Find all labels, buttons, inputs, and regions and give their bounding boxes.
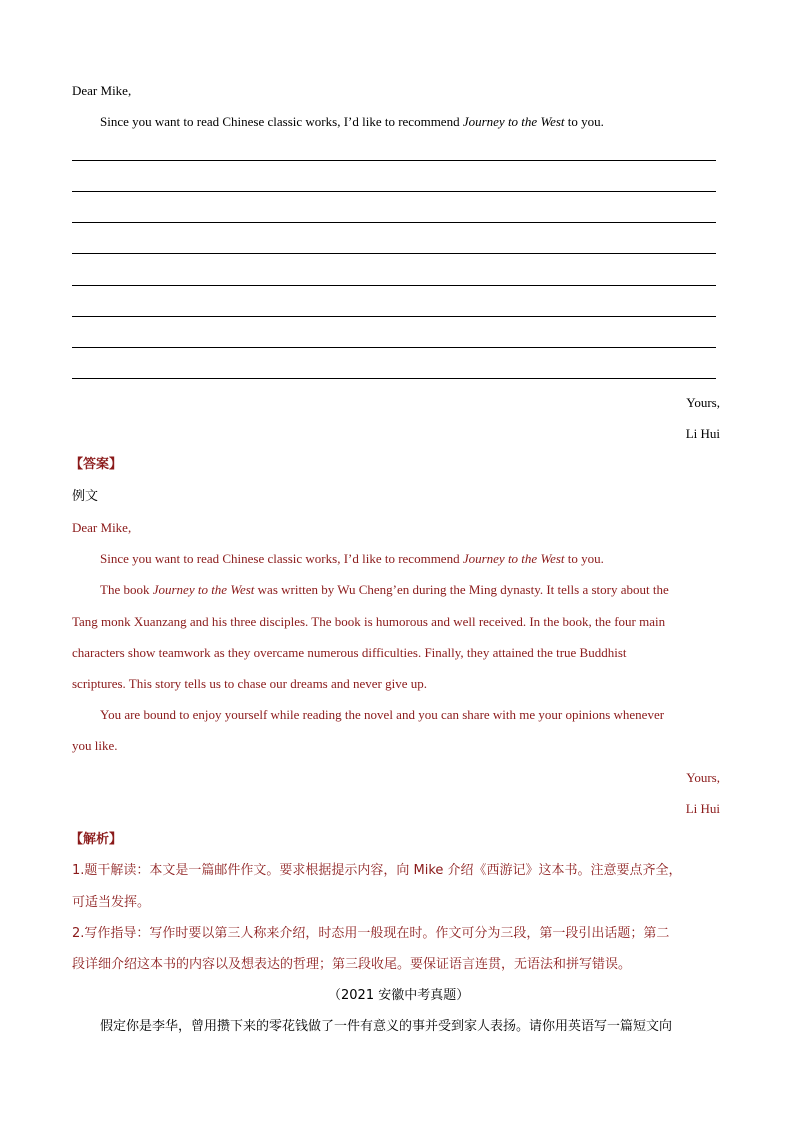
answer-p2-pre: The book	[100, 582, 153, 597]
answer-paragraph-1	[100, 550, 604, 568]
prompt-opening-pre: Since you want to read Chinese classic works, I’d like to recommend	[100, 114, 463, 129]
answer-greeting: Dear Mike,	[72, 520, 132, 535]
writing-line	[72, 222, 716, 223]
writing-line	[72, 160, 716, 161]
prompt-greeting: Dear Mike,	[72, 83, 132, 98]
writing-line	[72, 285, 716, 286]
answer-p2-book-title: Journey to the West	[152, 582, 255, 597]
analysis-item-1-line-2: 可适当发挥。	[72, 895, 151, 910]
writing-line	[72, 253, 716, 254]
analysis-item-2-line-2: 段详细介绍这本书的内容以及想表达的哲理；第三段收尾。要保证语言连贯，无语法和拼写错误。	[72, 957, 632, 972]
answer-p1-pre: Since you want to read Chinese classic works, I’d like to recommend	[100, 551, 463, 566]
writing-line	[72, 191, 716, 192]
writing-line	[72, 347, 716, 348]
analysis-item-1-line-1: 1.题干解读：本文是一篇邮件作文。要求根据提示内容，向 Mike 介绍《西游记》这本书。注意要点齐全，	[72, 863, 682, 878]
answer-paragraph-3-line-2: you like.	[72, 738, 118, 753]
writing-line	[72, 316, 716, 317]
answer-p1-book-title: Journey to the West	[462, 551, 565, 566]
answer-paragraph-3-line-1: You are bound to enjoy yourself while reading the novel and you can share with me your opinions whenever	[100, 707, 665, 722]
answer-paragraph-2-line-4: scriptures. This story tells us to chase our dreams and never give up.	[72, 676, 428, 691]
analysis-item-2-line-1: 2.写作指导：写作时要以第三人称来介绍，时态用一般现在时。作文可分为三段，第一段引出话题；第二	[72, 926, 670, 941]
answer-p2-post: was written by Wu Cheng’en during the Ming dynasty. It tells a story about the	[254, 582, 669, 597]
answer-paragraph-2-line-1	[100, 581, 669, 599]
prompt-closing: Yours,	[686, 395, 720, 410]
answer-closing: Yours,	[686, 770, 720, 785]
answer-heading: 【答案】	[70, 457, 123, 472]
analysis-heading: 【解析】	[70, 832, 123, 847]
answer-paragraph-2-line-3: characters show teamwork as they overcame numerous difficulties. Finally, they attained the true Buddhist	[72, 645, 627, 660]
question-source: （2021 安徽中考真题）	[328, 988, 470, 1003]
writing-line	[72, 378, 716, 379]
sample-label: 例文	[72, 489, 99, 504]
question-text: 假定你是李华，曾用攒下来的零花钱做了一件有意义的事并受到家人表扬。请你用英语写一篇短文向	[100, 1019, 673, 1034]
answer-signature: Li Hui	[685, 801, 720, 816]
answer-p1-post: to you.	[564, 551, 604, 566]
answer-paragraph-2-line-2: Tang monk Xuanzang and his three disciples. The book is humorous and well received. In the book, the four main	[72, 614, 666, 629]
prompt-opening	[100, 113, 604, 131]
prompt-signature: Li Hui	[685, 426, 720, 441]
prompt-book-title: Journey to the West	[462, 114, 565, 129]
prompt-opening-post: to you.	[564, 114, 604, 129]
